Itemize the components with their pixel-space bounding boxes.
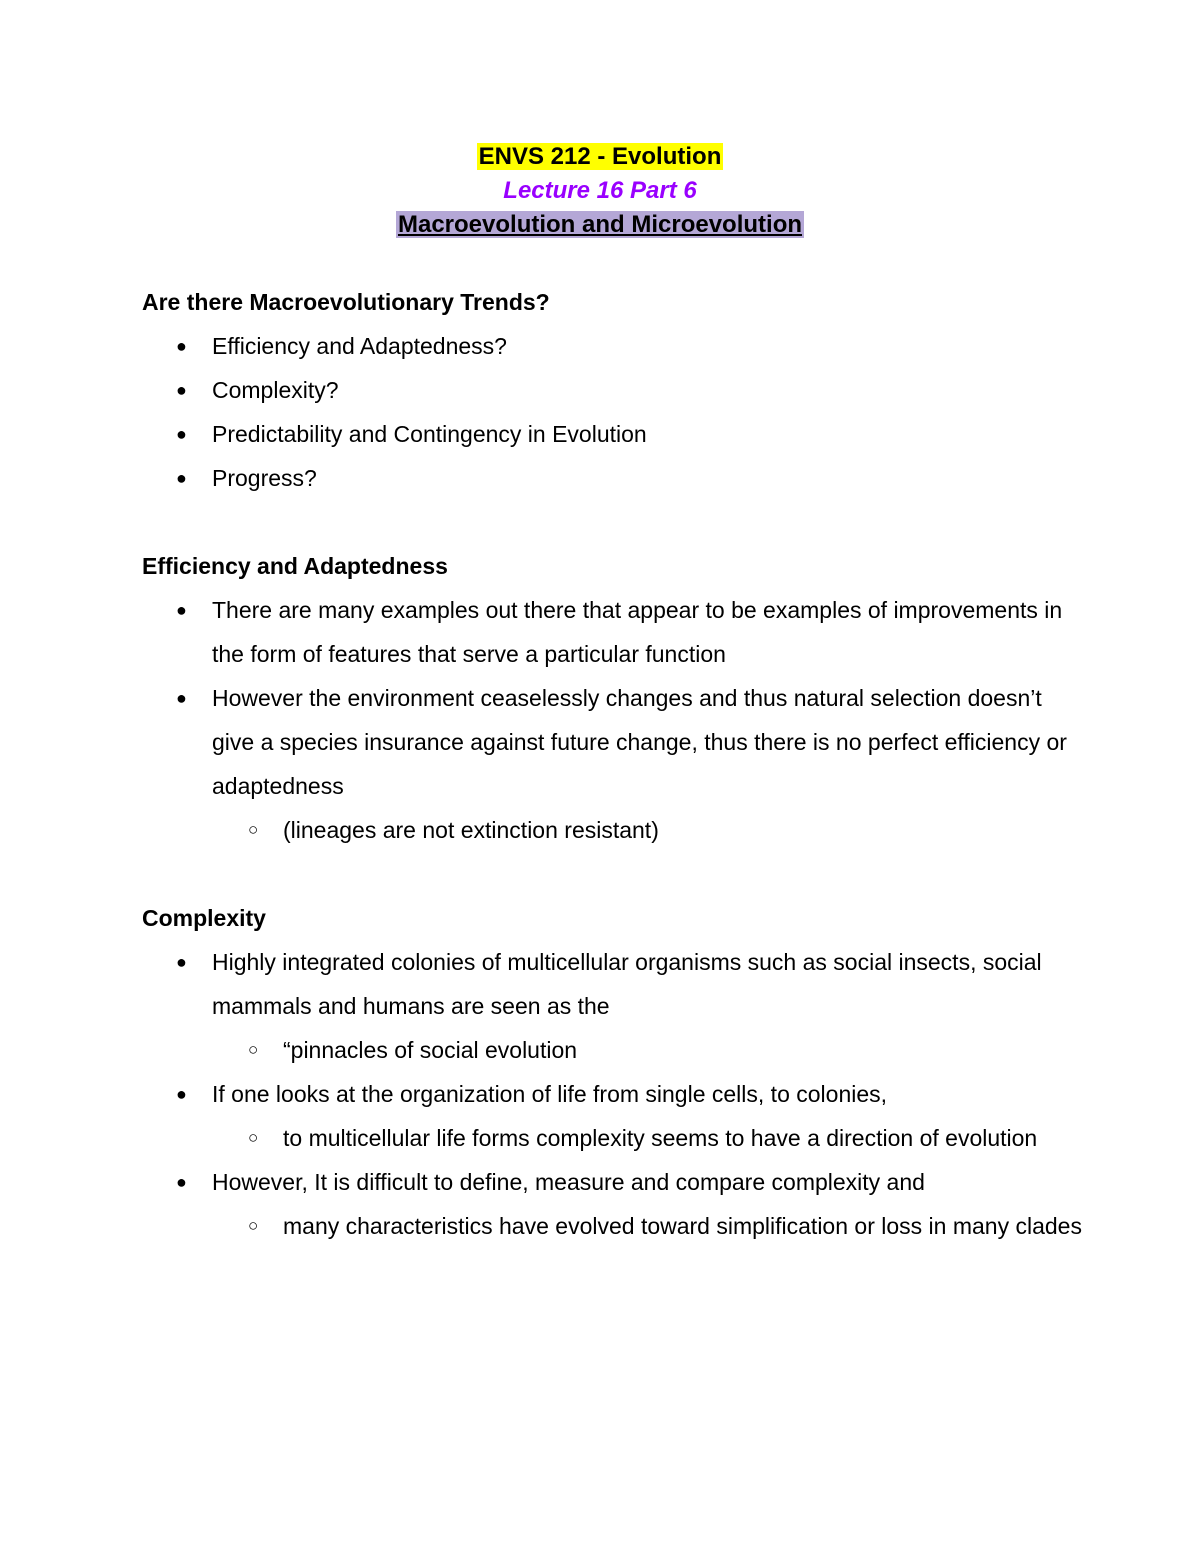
- filled-circle-bullet-icon: ●: [176, 688, 187, 708]
- section-complexity: [142, 896, 1082, 1248]
- filled-circle-bullet-icon: ●: [176, 952, 187, 972]
- list-item-text: However the environment ceaselessly changes and thus natural selection doesn’t give a species insurance against future change, thus there is no perfect efficiency or adaptedness: [212, 685, 1067, 799]
- list-item-text: Highly integrated colonies of multicellular organisms such as social insects, social mammals and humans are seen as the: [212, 949, 1042, 1019]
- course-title: ENVS 212 - Evolution: [478, 143, 722, 170]
- filled-circle-bullet-icon: ●: [176, 468, 187, 488]
- list-item: [142, 412, 1082, 456]
- sub-list-item: [142, 1116, 1082, 1160]
- filled-circle-bullet-icon: ●: [176, 336, 187, 356]
- list-item-text: “pinnacles of social evolution: [283, 1037, 578, 1063]
- list-item: [142, 1160, 1082, 1204]
- list-item-text: to multicellular life forms complexity seems to have a direction of evolution: [283, 1125, 1038, 1151]
- sub-list-item: [142, 1028, 1082, 1072]
- list-item-text: Complexity?: [212, 377, 339, 403]
- section-heading: Complexity: [142, 905, 266, 931]
- filled-circle-bullet-icon: ●: [176, 424, 187, 444]
- filled-circle-bullet-icon: ●: [176, 600, 187, 620]
- topic-title: Macroevolution and Microevolution: [397, 211, 803, 238]
- section-heading: Efficiency and Adaptedness: [142, 553, 448, 579]
- list-item-text: However, It is difficult to define, measure and compare complexity and: [212, 1169, 925, 1195]
- lecture-part: Lecture 16 Part 6: [503, 177, 697, 204]
- hollow-circle-bullet-icon: ○: [248, 1216, 259, 1235]
- section-heading: Are there Macroevolutionary Trends?: [142, 289, 550, 315]
- notes-content: [142, 280, 1082, 1248]
- sub-list-item: [142, 1204, 1082, 1248]
- hollow-circle-bullet-icon: ○: [248, 1128, 259, 1147]
- list-item-text: Efficiency and Adaptedness?: [212, 333, 507, 359]
- list-item-text: Predictability and Contingency in Evolution: [212, 421, 647, 447]
- hollow-circle-bullet-icon: ○: [248, 820, 259, 839]
- list-item: [142, 940, 1082, 1028]
- list-item: [142, 456, 1082, 500]
- list-item-text: There are many examples out there that appear to be examples of improvements in the form of features that serve a particular function: [212, 597, 1063, 667]
- section-macroevolutionary-trends: [142, 280, 1082, 500]
- list-item-text: Progress?: [212, 465, 317, 491]
- filled-circle-bullet-icon: ●: [176, 380, 187, 400]
- list-item-text: If one looks at the organization of life from single cells, to colonies,: [212, 1081, 888, 1107]
- list-item: [142, 588, 1082, 676]
- filled-circle-bullet-icon: ●: [176, 1084, 187, 1104]
- sub-list-item: [142, 808, 1082, 852]
- section-efficiency-adaptedness: [142, 544, 1082, 852]
- title-block: [0, 140, 1200, 242]
- hollow-circle-bullet-icon: ○: [248, 1040, 259, 1059]
- list-item-text: many characteristics have evolved toward simplification or loss in many clades: [283, 1213, 1082, 1239]
- filled-circle-bullet-icon: ●: [176, 1172, 187, 1192]
- list-item: [142, 1072, 1082, 1116]
- list-item: [142, 676, 1082, 808]
- list-item: [142, 368, 1082, 412]
- list-item-text: (lineages are not extinction resistant): [283, 817, 659, 843]
- list-item: [142, 324, 1082, 368]
